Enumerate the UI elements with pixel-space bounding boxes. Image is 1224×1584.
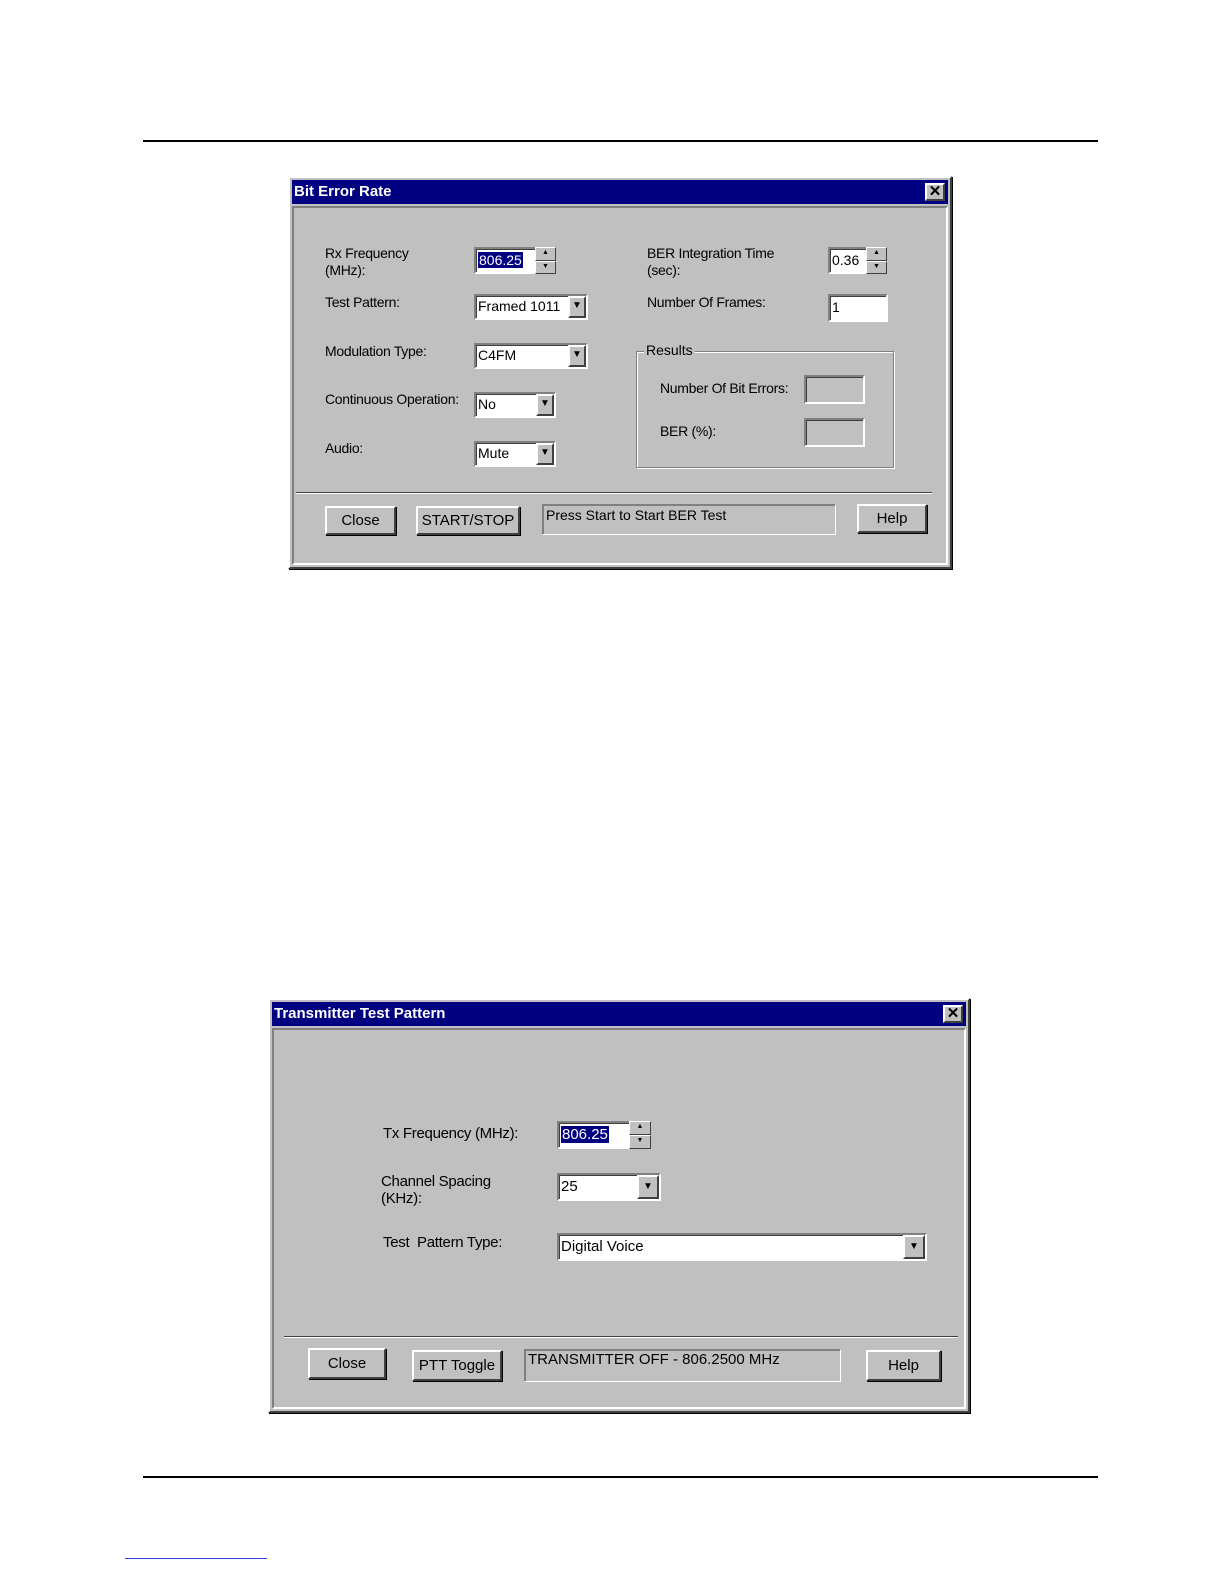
modulation-type-label: Modulation Type: xyxy=(325,343,427,359)
ber-integration-time-spinner[interactable] xyxy=(866,247,887,274)
channel-spacing-label: Channel Spacing (KHz): xyxy=(381,1173,491,1207)
bit-errors-output xyxy=(804,375,865,404)
audio-select[interactable] xyxy=(474,441,556,467)
continuous-operation-label: Continuous Operation: xyxy=(325,391,459,407)
test-pattern-value: Framed 1011 xyxy=(478,298,561,314)
ber-help-button[interactable]: Help xyxy=(857,504,927,533)
ber-percent-output xyxy=(804,418,865,447)
audio-label: Audio: xyxy=(325,440,363,456)
number-of-frames-input[interactable] xyxy=(828,294,888,322)
spin-down-icon[interactable]: ▼ xyxy=(866,261,887,275)
tx-title: Transmitter Test Pattern xyxy=(274,1005,446,1022)
bit-errors-label: Number Of Bit Errors: xyxy=(660,380,789,396)
ber-integration-time-value: 0.36 xyxy=(832,252,860,268)
test-pattern-select[interactable] xyxy=(474,294,588,320)
chevron-down-icon[interactable]: ▼ xyxy=(536,394,554,416)
results-group-title: Results xyxy=(646,342,693,358)
continuous-operation-select[interactable] xyxy=(474,392,556,418)
ber-status-field: Press Start to Start BER Test xyxy=(542,504,836,535)
continuous-operation-value: No xyxy=(478,396,496,412)
chevron-down-icon[interactable]: ▼ xyxy=(568,296,586,318)
ber-title: Bit Error Rate xyxy=(294,183,392,200)
modulation-type-select[interactable] xyxy=(474,343,588,369)
ber-titlebar xyxy=(292,180,948,204)
ptt-toggle-button[interactable]: PTT Toggle xyxy=(412,1350,502,1381)
tx-frequency-label: Tx Frequency (MHz): xyxy=(383,1125,519,1142)
ber-close-button[interactable]: Close xyxy=(325,506,396,535)
test-pattern-label: Test Pattern: xyxy=(325,294,400,310)
audio-value: Mute xyxy=(478,445,510,461)
rx-frequency-value: 806.25 xyxy=(479,252,522,268)
number-of-frames-value: 1 xyxy=(832,299,840,315)
spin-down-icon[interactable]: ▼ xyxy=(629,1135,651,1149)
tx-frequency-input[interactable] xyxy=(557,1121,631,1149)
ber-client-area xyxy=(292,206,948,565)
spin-up-icon[interactable]: ▲ xyxy=(535,247,556,261)
chevron-down-icon[interactable]: ▼ xyxy=(568,345,586,367)
tx-close-button[interactable]: Close xyxy=(308,1348,386,1379)
spin-down-icon[interactable]: ▼ xyxy=(535,261,556,275)
rx-frequency-label: Rx Frequency (MHz): xyxy=(325,245,409,278)
ber-footer-separator xyxy=(296,492,932,494)
tx-frequency-spinner[interactable] xyxy=(629,1121,651,1149)
modulation-type-value: C4FM xyxy=(478,347,517,363)
test-pattern-type-label: Test Pattern Type: xyxy=(383,1234,503,1251)
ber-dialog xyxy=(288,176,952,569)
results-group xyxy=(636,351,894,468)
test-pattern-type-value: Digital Voice xyxy=(561,1238,644,1255)
tx-dialog xyxy=(268,998,970,1413)
tx-frequency-value: 806.25 xyxy=(562,1126,608,1143)
rx-frequency-input[interactable] xyxy=(474,247,538,274)
tx-titlebar xyxy=(272,1002,966,1026)
tx-status-field: TRANSMITTER OFF - 806.2500 MHz xyxy=(524,1349,841,1382)
ber-percent-label: BER (%): xyxy=(660,423,716,439)
tx-help-button[interactable]: Help xyxy=(866,1350,941,1381)
chevron-down-icon[interactable]: ▼ xyxy=(637,1175,659,1199)
header-rule xyxy=(143,140,1098,142)
ber-close-icon[interactable]: ✕ xyxy=(925,183,945,201)
footnote-separator xyxy=(125,1558,267,1559)
start-stop-button[interactable]: START/STOP xyxy=(416,506,520,535)
number-of-frames-label: Number Of Frames: xyxy=(647,294,766,310)
chevron-down-icon[interactable]: ▼ xyxy=(903,1235,925,1259)
chevron-down-icon[interactable]: ▼ xyxy=(536,443,554,465)
rx-frequency-spinner[interactable] xyxy=(535,247,556,274)
tx-client-area xyxy=(272,1028,966,1409)
footer-rule xyxy=(143,1476,1098,1478)
spin-up-icon[interactable]: ▲ xyxy=(866,247,887,261)
test-pattern-type-select[interactable] xyxy=(557,1233,927,1261)
channel-spacing-value: 25 xyxy=(561,1178,578,1195)
channel-spacing-select[interactable] xyxy=(557,1173,661,1201)
ber-integration-time-input[interactable] xyxy=(828,247,868,274)
spin-up-icon[interactable]: ▲ xyxy=(629,1121,651,1135)
ber-integration-time-label: BER Integration Time (sec): xyxy=(647,245,775,278)
tx-close-icon[interactable]: ✕ xyxy=(943,1005,963,1023)
tx-footer-separator xyxy=(284,1336,958,1338)
